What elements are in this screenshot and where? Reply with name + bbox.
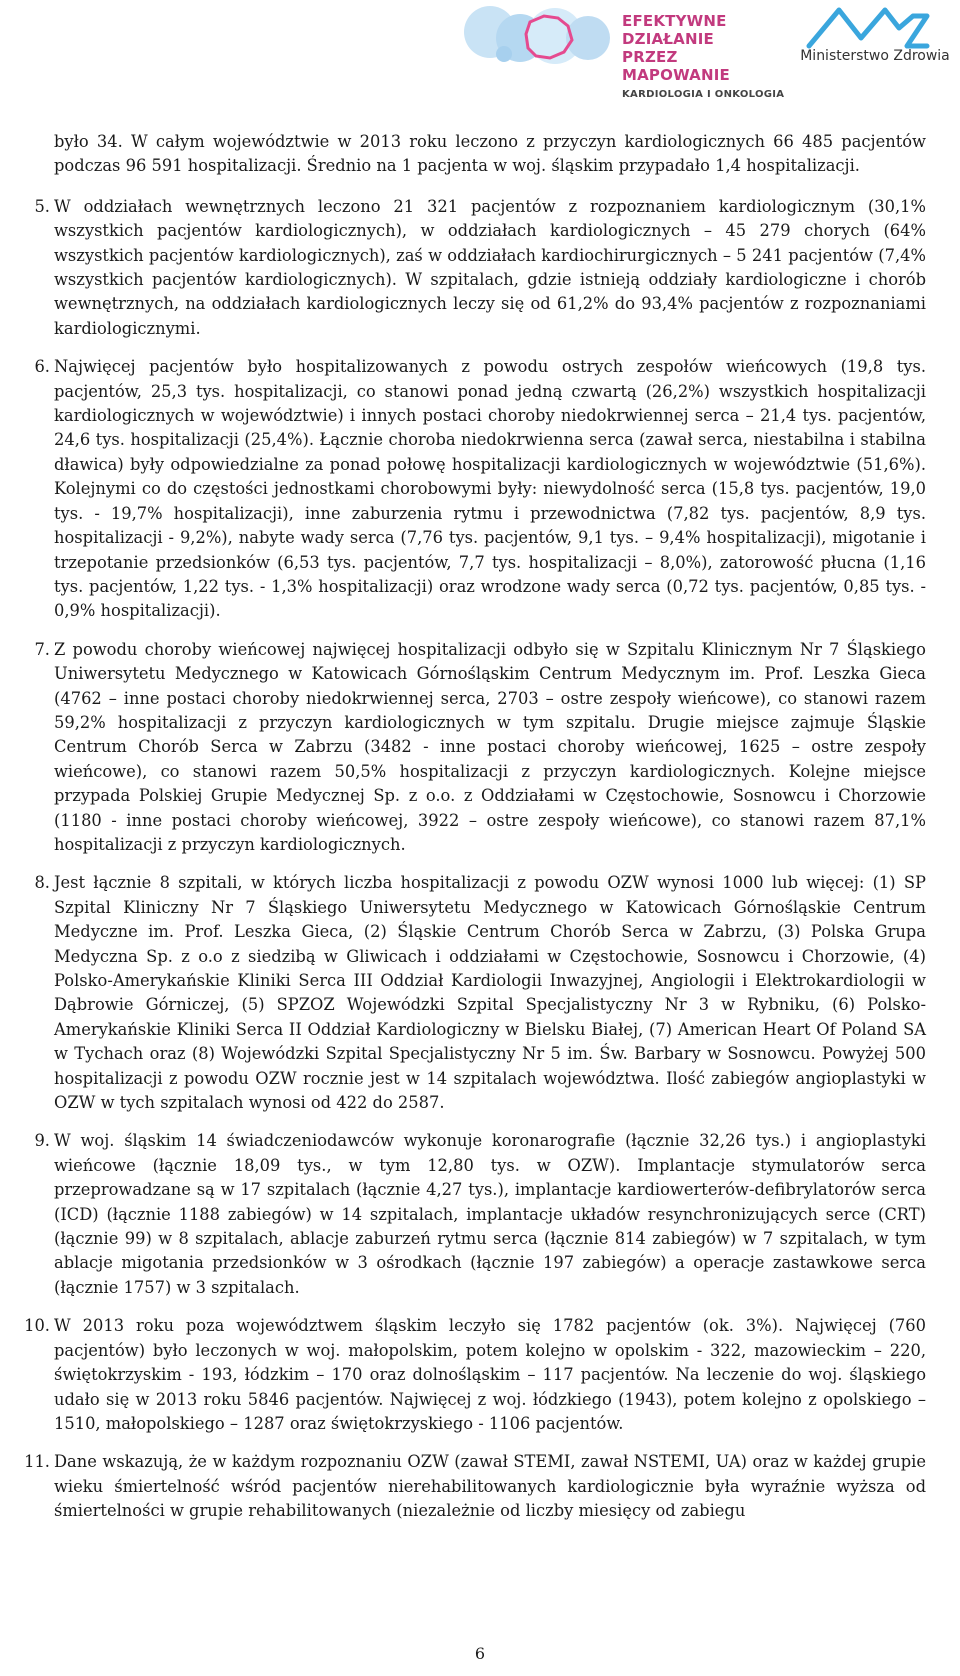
document-body — [24, 130, 926, 1524]
program-logo-line2: PRZEZ MAPOWANIE — [622, 48, 730, 84]
list-item-text: Jest łącznie 8 szpitali, w których liczba hospitalizacji z powodu OZW wynosi 1000 lub więcej: (1) SP Szpital Kliniczny Nr 7 Śląskiego Uniwersytetu Medycznego w Katowicach Górnośląskie Centrum Medyczne im. Prof. Leszka Gieca, (2) Śląskie Centrum Chorób Serca w Zabrzu, (3) Polska Grupa Medyczna Sp. z o.o z siedzibą w Gliwicach i oddziałami w Częstochowie, Sosnowcu i Chorzowie, (4) Polsko-Amerykańskie Kliniki Serca III Oddział Kardiologii Inwazyjnej, Angiologii i Elektrokardiologii w Dąbrowie Górniczej, (5) SPZOZ Wojewódzki Szpital Specjalistyczny Nr 3 w Rybniku, (6) Polsko-Amerykańskie Kliniki Serca II Oddział Kardiologiczny w Bielsku Białej, (7) American Heart Of Poland SA w Tychach oraz (8) Wojewódzki Szpital Specjalistyczny Nr 5 im. Św. Barbary w Sosnowcu. Powyżej 500 hospitalizacji z powodu OZW rocznie jest w 14 szpitalach województwa. Ilość zabiegów angioplastyki w OZW w tych szpitalach wynosi od 422 do 2587. — [54, 873, 926, 1113]
program-logo-line1: EFEKTYWNE DZIAŁANIE — [622, 12, 727, 48]
list-item — [34, 355, 926, 623]
program-logo — [460, 2, 790, 100]
list-item-text: W woj. śląskim 14 świadczeniodawców wykonuje koronarografie (łącznie 32,26 tys.) i angioplastyki wieńcowe (łącznie 18,09 tys., w tym 12,80 tys. w OZW). Implantacje stymulatorów serca przeprowadzane są w 17 szpitalach (łącznie 4,27 tys.), implantacje kardiowerterów-defibrylatorów serca (ICD) (łącznie 1188 zabiegów) w 14 szpitalach, implantacje układów resynchronizujących serce (CRT) (łącznie 99) w 8 szpitalach, ablacje zaburzeń rytmu serca (łącznie 814 zabiegów) w 7 szpitalach, w tym ablacje migotania przedsionków w 3 ośrodkach (łącznie 197 zabiegów) a operacje zastawkowe serca (łącznie 1757) w 3 szpitalach. — [54, 1131, 926, 1297]
list-item-number: 8. — [34, 873, 50, 893]
page-number: 6 — [474, 1644, 486, 1663]
ministry-logo — [795, 0, 955, 80]
list-item-text: Z powodu choroby wieńcowej najwięcej hospitalizacji odbyło się w Szpitalu Klinicznym Nr 7 Śląskiego Uniwersytetu Medycznego w Katowicach Górnośląskim Centrum Medycznym im. Prof. Leszka Gieca (4762 – inne postaci choroby niedokrwiennej serca, 2703 – ostre zespoły wieńcowe), co stanowi razem 59,2% hospitalizacji z przyczyn kardiologicznych w tym szpitalu. Drugie miejsce zajmuje Śląskie Centrum Chorób Serca w Zabrzu (3482 - inne postaci choroby wieńcowej, 1625 – ostre zespoły wieńcowe), co stanowi razem 50,5% hospitalizacji z przyczyn kardiologicznych. Kolejne miejsce przypada Polskiej Grupie Medycznej Sp. z o.o. z Oddziałami w Częstochowie, Sosnowcu i Chorzowie (1180 - inne postaci choroby wieńcowej, 3922 – ostre zespoły wieńcowe), co stanowi razem 87,1% hospitalizacji z przyczyn kardiologicznych. — [54, 639, 926, 854]
ministry-logo-label: Ministerstwo Zdrowia — [800, 48, 950, 64]
list-item-text: W oddziałach wewnętrznych leczono 21 321 pacjentów z rozpoznaniem kardiologicznym (30,1% wszystkich pacjentów kardiologicznych), w oddziałach kardiologicznych – 45 279 chorych (64% wszystkich pacjentów kardiologicznych), zaś w oddziałach kardiochirurgicznych – 5 241 pacjentów (7,4% wszystkich pacjentów kardiologicznych). W szpitalach, gdzie istnieją oddziały kardiologiczne i chorób wewnętrznych, na oddziałach kardiologicznych leczy się od 61,2% do 93,4% pacjentów z rozpoznaniami kardiologicznymi. — [54, 196, 926, 338]
list-item-text: Najwięcej pacjentów było hospitalizowanych z powodu ostrych zespołów wieńcowych (19,8 tys. pacjentów, 25,3 tys. hospitalizacji, co stanowi ponad jedną czwartą (26,2%) wszystkich hospitalizacji kardiologicznych w województwie) i innych postaci choroby niedokrwiennej serca – 21,4 tys. pacjentów, 24,6 tys. hospitalizacji (25,4%). Łącznie choroba niedokrwienna serca (zawał serca, niestabilna i stabilna dławica) były odpowiedzialne za ponad połowę hospitalizacji kardiologicznych w województwie (51,6%). Kolejnymi co do częstości jednostkami chorobowymi były: niewydolność serca (15,8 tys. pacjentów, 19,0 tys. - 19,7% hospitalizacji), inne zaburzenia rytmu i przewodnictwa (7,82 tys. pacjentów, 8,9 tys. hospitalizacji - 9,2%), nabyte wady serca (7,76 tys. pacjentów, 9,1 tys. – 9,4% hospitalizacji), migotanie i trzepotanie przedsionków (6,53 tys. pacjentów, 7,7 tys. hospitalizacji – 8,0%), zatorowość płucna (1,16 tys. pacjentów, 1,22 tys. - 1,3% hospitalizacji) oraz wrodzone wady serca (0,72 tys. pacjentów, 0,85 tys. - 0,9% hospitalizacji). — [54, 357, 926, 621]
list-item — [34, 1129, 926, 1300]
program-logo-line3: KARDIOLOGIA I ONKOLOGIA — [622, 89, 785, 100]
map-logo-icon — [460, 2, 620, 72]
list-item — [24, 1314, 926, 1436]
list-item — [34, 195, 926, 341]
list-item — [24, 1450, 926, 1523]
list-item-number: 9. — [34, 1131, 50, 1151]
list-item — [34, 871, 926, 1115]
list-item-number: 7. — [34, 639, 50, 659]
list-item-number: 5. — [34, 196, 50, 216]
ministry-emblem-icon — [803, 2, 933, 54]
list-item-number: 10. — [24, 1316, 50, 1336]
list-item-number: 11. — [24, 1452, 50, 1472]
list-item-number: 6. — [34, 357, 50, 377]
list-item-text: Dane wskazują, że w każdym rozpoznaniu OZW (zawał STEMI, zawał NSTEMI, UA) oraz w każdej grupie wieku śmiertelność wśród pacjentów nierehabilitowanych kardiologicznie była wyraźnie wyższa od śmiertelności w grupie rehabilitowanych (niezależnie od liczby miesięcy od zabiegu — [54, 1452, 926, 1521]
intro-paragraph: było 34. W całym województwie w 2013 roku leczono z przyczyn kardiologicznych 66 485 pacjentów podczas 96 591 hospitalizacji. Średnio na 1 pacjenta w woj. śląskim przypadało 1,4 hospitalizacji. — [54, 132, 926, 176]
list-item-text: W 2013 roku poza województwem śląskim leczyło się 1782 pacjentów (ok. 3%). Najwięcej (760 pacjentów) było leczonych w woj. małopolskim, potem kolejno w opolskim - 322, mazowieckim – 220, świętokrzyskim - 193, łódzkim – 170 oraz dolnośląskim – 117 pacjentów. Na leczenie do woj. śląskiego udało się w 2013 roku 5846 pacjentów. Najwięcej z woj. łódzkiego (1943), potem kolejno z opolskiego – 1510, małopolskiego – 1287 oraz świętokrzyskiego - 1106 pacjentów. — [54, 1316, 926, 1433]
list-item — [34, 638, 926, 858]
page-header — [0, 0, 960, 110]
